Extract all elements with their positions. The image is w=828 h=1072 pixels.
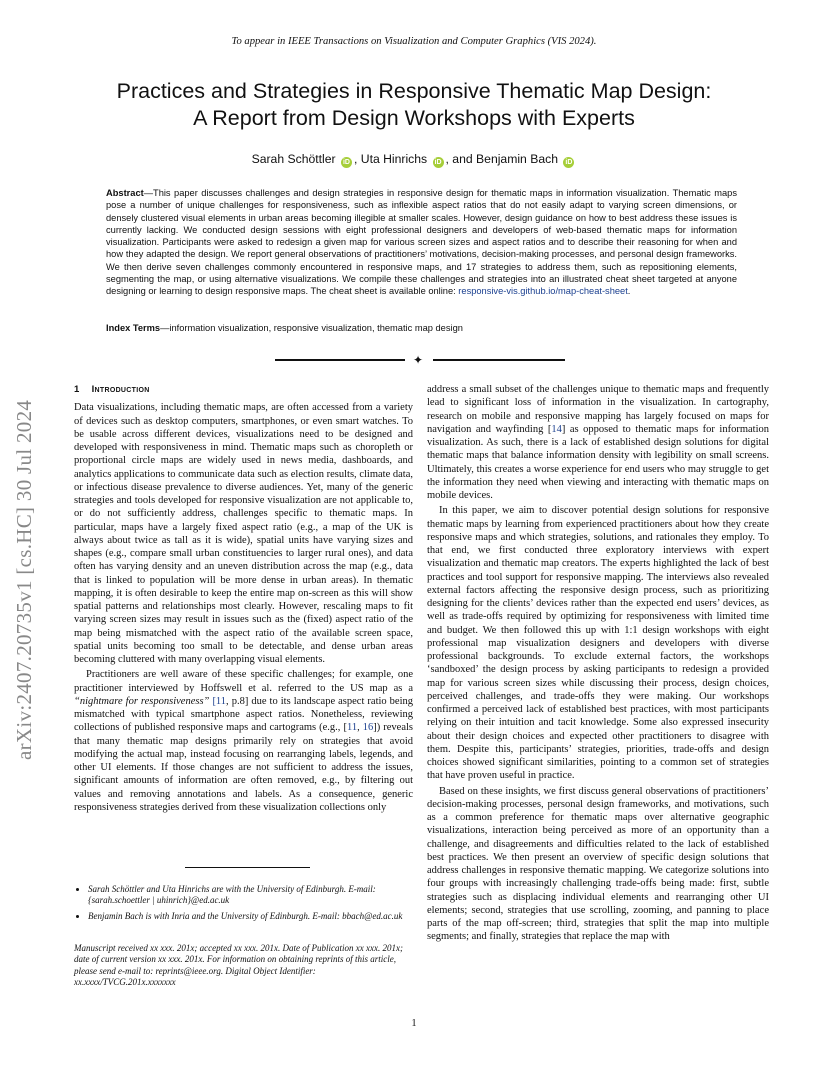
author-2: Uta Hinrichs	[360, 152, 428, 166]
index-terms-text: —information visualization, responsive visualization, thematic map design	[160, 323, 463, 333]
divider-diamond-icon: ✦	[413, 353, 424, 367]
title-line-2: A Report from Design Workshops with Experts	[193, 106, 635, 130]
page-number: 1	[411, 1018, 417, 1029]
citation-link[interactable]: 16	[362, 722, 374, 734]
left-column	[74, 383, 413, 814]
citation-link[interactable]: 11	[346, 722, 358, 734]
citation-link[interactable]: [11	[212, 695, 227, 707]
abstract-label: Abstract	[106, 188, 144, 198]
title-line-1: Practices and Strategies in Responsive Thematic Map Design:	[116, 79, 712, 103]
footnote-affiliation-2: • Benjamin Bach is with Inria and the University of Edinburgh. E-mail: bbach@ed.ac.uk	[88, 911, 413, 922]
footnotes	[74, 884, 413, 926]
paragraph: In this paper, we aim to discover potential design solutions for responsive thematic maps by learning from experienced practitioners about how they create responsive maps and which strategies, solutions, and rationales they employ. To that end, we first conducted three exploratory interviews with expert visualization and thematic map creators. The experts highlighted the lack of best practices and tool support for responsive mapping. The interviews also revealed external factors affecting the responsive design process, such as prioritizing designing for the clients’ devices rather than the expected end users’ devices, as well as trade-offs required by optimizing for responsiveness with limited time and budget. We then followed this up with 1:1 design workshops with eight professional map visualization designers and developers with diverse professional backgrounds. To exclude external factors, the workshops ‘sandboxed’ the design process by asking participants to redesign a provided map for various screen sizes while discussing their process, design choices, perceived challenges, and trade-offs they were making. Our workshops confirmed a perceived lack of established best practices, with most participants relying on their intuition and tacit knowledge. Some also expressed insecurity about their design choices and expected other practitioners to disagree with them. Despite this, participants’ strategies, priorities, trade-offs and design choices showed significant similarities, pointing to a common set of strategies that have proven useful in practice.	[427, 505, 769, 782]
text-run: , p.8] due to its landscape aspect ratio being mismatched with typical smartphone aspect ratios. Nonetheless, reviewing collections of published responsive maps and cartograms (e.g., [	[74, 695, 414, 734]
author-list	[0, 152, 828, 168]
index-terms	[106, 323, 737, 333]
orcid-icon[interactable]: iD	[342, 159, 350, 166]
author-separator: ,	[353, 152, 361, 166]
text-run: address a small subset of the challenges unique to thematic maps and frequently lead to significant loss of information in the visualization. In cartography, research on mobile and responsive mapping has largely focused on maps for navigation and wayfinding [	[427, 384, 769, 435]
paragraph: Based on these insights, we first discuss general observations of practitioners’ decision-making processes, personal design frameworks, and motivations, such as a common preference for thematic maps over alternative geographic visualizations, interaction being perceived as more of an opportunity than a challenge, and disagreements and difficulties related to the lack of established best practices. We then present an overview of specific design solutions that address challenges in responsive thematic mapping. We categorize solutions into four groups with increasingly challenging trade-offs being made: first, subtle strategies such as displacing individual elements and rearranging other UI elements; second, strategies that use scrolling, zooming, and panning to place parts of the map off-screen; third, strategies that split the map into multiple segments; and finally, strategies that replace the map with	[427, 785, 769, 943]
divider-line-right	[433, 359, 565, 361]
text-run: ] as opposed to thematic maps for information visualization. As such, there is a lack of established design solutions for digital thematic maps that balance information density with legibility on small screens. Ultimately, this creates a worse experience for end users who may struggle to get the information they need when viewing and interacting with thematic maps on mobile devices.	[427, 423, 769, 501]
text-run: ,	[357, 722, 363, 734]
manuscript-info: Manuscript received xx xxx. 201x; accepted xx xxx. 201x. Date of Publication xx xxx. 201x; date of current version xx xxx. 201x. For information on obtaining reprints of this article, please send e-mail to: reprints@ieee.org. Digital Object Identifier: xx.xxxx/TVCG.201x.xxxxxxx	[74, 943, 404, 987]
paragraph	[427, 383, 769, 502]
section-heading	[74, 383, 413, 396]
footnote-rule	[185, 867, 310, 868]
journal-header: To appear in IEEE Transactions on Visualization and Computer Graphics (VIS 2024).	[231, 36, 597, 47]
index-terms-label: Index Terms	[106, 323, 161, 333]
abstract-end: .	[627, 286, 631, 297]
cheat-sheet-link[interactable]: responsive-vis.github.io/map-cheat-sheet	[458, 286, 628, 297]
paragraph: Data visualizations, including thematic maps, are often accessed from a variety of devices such as desktop computers, smartphones, or even smart watches. To be usable across different devices, visualizations need to be designed and developed with responsiveness in mind. Thematic maps such as choropleth or proportional circle maps are widely used in news media, dashboards, and analytics applications to communicate data such as election results, climate data, or infectious disease prevalence to diverse audiences. Yet, many of the generic strategies and tools developed for responsive visualization are not applicable to, or do not sufficiently address, challenges specific to thematic maps. In particular, maps have a largely fixed aspect ratio (e.g., a map of the UK is always about twice as tall as it is wide), spatial units have varying sizes and shapes (e.g., compare small urban constituencies to larger rural ones), and data often has varying density and an uneven distribution across the map (e.g., data that is linked to population will be more dense in urban areas). In thematic mapping, it is often desirable to keep the entire map on-screen as this will show spatial patterns and relationships most clearly. However, rescaling maps to fit varying screen sizes may result in issues such as the (fixed) aspect ratio of the map being mismatched with the aspect ratio of the available screen space, spatial units becoming too small to be detectable, and dense urban areas becoming cluttered with many overlapping visual elements.	[74, 402, 413, 665]
orcid-icon[interactable]: iD	[565, 159, 573, 166]
author-1: Sarah Schöttler	[251, 152, 336, 166]
footnote-affiliation-1: • Sarah Schöttler and Uta Hinrichs are with the University of Edinburgh. E-mail: {sarah.schoettler | uhinrich}@ed.ac.uk	[88, 884, 413, 907]
abstract	[106, 187, 737, 298]
text-run: ]) reveals that many thematic map designs primarily rely on strategies that avoid modifying the actual map, instead focusing on rearranging labels, legends, and other UI elements. If those changes are not sufficient to address the issues, significant amounts of information are often removed, e.g., by filtering out values and removing annotations and labels. As a consequence, generic responsiveness strategies derived from these visualization collections only	[74, 722, 414, 813]
section-number: 1	[74, 384, 80, 395]
orcid-icon[interactable]: iD	[434, 159, 442, 166]
quote: “nightmare for responsiveness”	[74, 695, 210, 707]
paragraph	[74, 668, 413, 814]
arxiv-stamp: arXiv:2407.20735v1 [cs.HC] 30 Jul 2024	[12, 399, 36, 760]
section-divider	[275, 355, 565, 365]
citation-link[interactable]: 14	[551, 423, 562, 435]
right-column	[427, 383, 769, 944]
paper-title	[60, 78, 768, 132]
abstract-text: —This paper discusses challenges and design strategies in responsive design for thematic maps in information visualization. Thematic maps pose a number of unique challenges for responsiveness, such as inflexible aspect ratios that do not easily adapt to varying screen dimensions, or densely clustered visual elements in urban areas becoming illegible at smaller scales. However, design guidance on how to best address these issues is currently lacking. We conducted design sessions with eight professional designers and developers of web-based thematic maps for information visualization. Participants were asked to redesign a given map for various screen sizes and aspect ratios and to describe their reasoning for when and how they adapted the design. We report general observations of practitioners’ motivations, decision-making processes, and personal design frameworks. We then derive seven challenges commonly encountered in responsive maps, and 17 strategies to address them, such as repositioning elements, segmenting the map, or using alternative visualizations. We compile these challenges and strategies into an illustrated cheat sheet targeted at anyone designing or learning to design responsive maps. The cheat sheet is available online:	[106, 188, 737, 297]
section-title: Introduction	[91, 384, 150, 395]
author-3: Benjamin Bach	[476, 152, 559, 166]
text-run: Practitioners are well aware of these specific challenges; for example, one practitioner interviewed by Hoffswell et al. referred to the US map as a	[74, 669, 413, 694]
author-separator: , and	[445, 152, 477, 166]
divider-line-left	[275, 359, 405, 361]
